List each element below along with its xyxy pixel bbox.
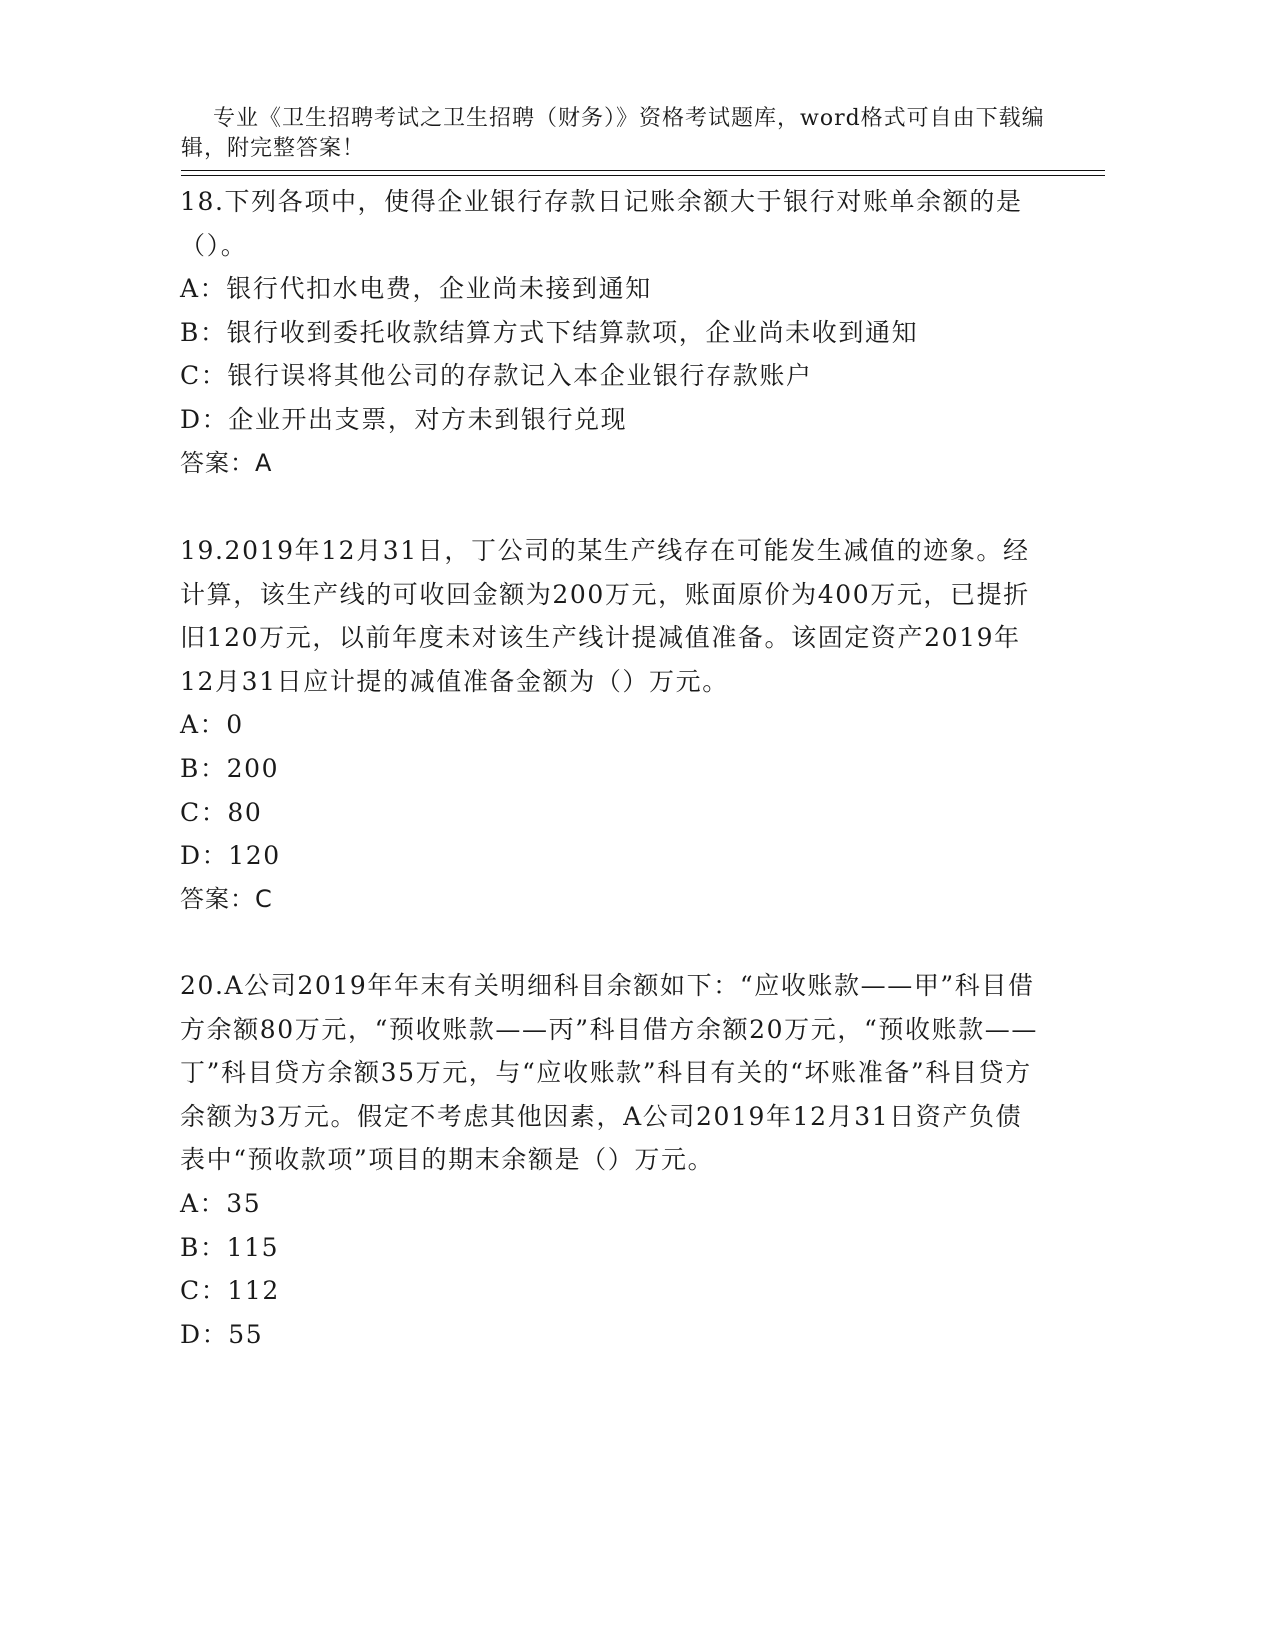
document-header [181, 74, 1051, 194]
question-20 [180, 964, 1040, 1356]
question-stem: 19.2019年12月31日，丁公司的某生产线存在可能发生减值的迹象。经计算，该生产线的可收回金额为200万元，账面原价为400万元，已提折旧120万元，以前年度未对该生产线计提减值准备。该固定资产2019年12月31日应计提的减值准备金额为（）万元。 [180, 536, 1030, 696]
header-divider-top [181, 170, 1105, 171]
header-divider-bottom [181, 175, 1105, 176]
option-a: A：0 [180, 710, 244, 740]
option-b: B：115 [180, 1232, 280, 1262]
answer-line: 答案：A [180, 448, 273, 477]
question-stem: 18.下列各项中，使得企业银行存款日记账余额大于银行对账单余额的是（）。 [180, 187, 1023, 260]
question-18 [180, 180, 1040, 485]
option-d: D：120 [180, 841, 281, 871]
option-b: B：200 [180, 753, 280, 783]
header-text: 专业《卫生招聘考试之卫生招聘（财务）》资格考试题库，word格式可自由下载编辑，附完整答案！ [181, 106, 1045, 161]
option-c: C：银行误将其他公司的存款记入本企业银行存款账户 [180, 361, 813, 391]
option-a: A：35 [180, 1188, 262, 1218]
answer-line: 答案：C [180, 884, 273, 913]
option-c: C：80 [180, 797, 263, 827]
option-d: D：55 [180, 1319, 264, 1349]
option-c: C：112 [180, 1276, 280, 1306]
question-19 [180, 529, 1040, 921]
option-d: D：企业开出支票，对方未到银行兑现 [180, 404, 628, 434]
option-b: B：银行收到委托收款结算方式下结算款项，企业尚未收到通知 [180, 317, 919, 347]
option-a: A：银行代扣水电费，企业尚未接到通知 [180, 274, 652, 304]
question-stem: 20.A公司2019年年末有关明细科目余额如下：“应收账款——甲”科目借方余额80万元，“预收账款——丙”科目借方余额20万元，“预收账款——丁”科目贷方余额35万元，与“应收账款”科目有关的“坏账准备”科目贷方余额为3万元。假定不考虑其他因素，A公司2019年12月31日资产负债表中“预收款项”项目的期末余额是（）万元。 [180, 971, 1038, 1175]
